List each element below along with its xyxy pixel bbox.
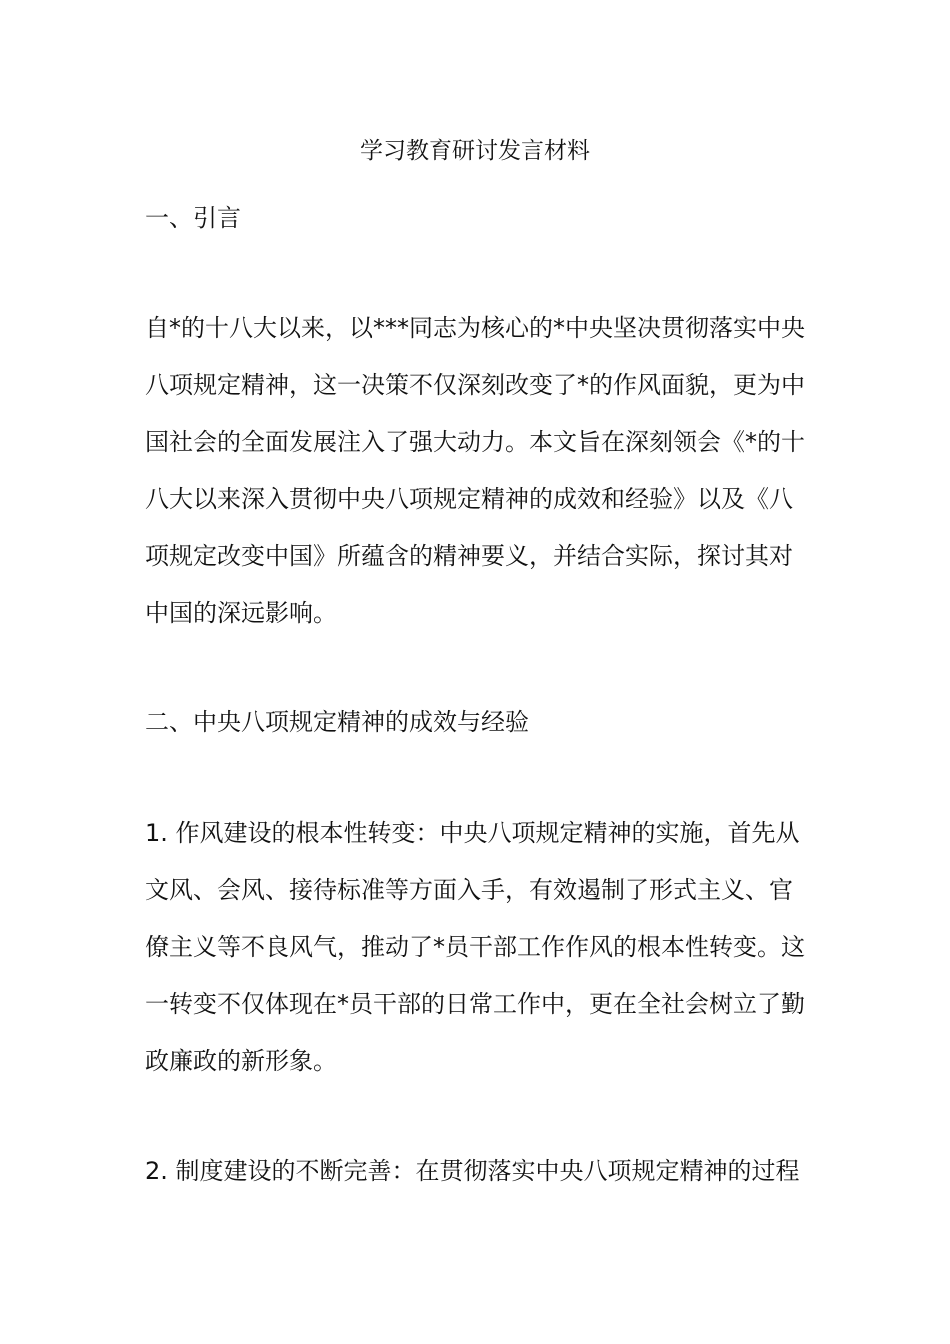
paragraph-line: 2. 制度建设的不断完善：在贯彻落实中央八项规定精神的过程 <box>145 1157 800 1185</box>
paragraph-line: 文风、会风、接待标准等方面入手，有效遏制了形式主义、官 <box>145 876 793 904</box>
paragraph-line: 政廉政的新形象。 <box>145 1047 337 1075</box>
section-heading-achievements: 二、中央八项规定精神的成效与经验 <box>145 708 529 736</box>
item-1-paragraph <box>145 805 805 1090</box>
paragraph-line: 自*的十八大以来，以***同志为核心的*中央坚决贯彻落实中央 <box>145 314 805 342</box>
paragraph-line: 一转变不仅体现在*员干部的日常工作中，更在全社会树立了勤 <box>145 990 805 1018</box>
paragraph-line: 国社会的全面发展注入了强大动力。本文旨在深刻领会《*的十 <box>145 428 805 456</box>
paragraph-line: 八大以来深入贯彻中央八项规定精神的成效和经验》以及《八 <box>145 485 793 513</box>
item-2-paragraph <box>145 1143 805 1200</box>
paragraph-line: 僚主义等不良风气，推动了*员干部工作作风的根本性转变。这 <box>145 933 805 961</box>
paragraph-line: 1. 作风建设的根本性转变：中央八项规定精神的实施，首先从 <box>145 819 800 847</box>
introduction-paragraph <box>145 300 805 642</box>
section-heading-introduction: 一、引言 <box>145 204 241 232</box>
paragraph-line: 八项规定精神，这一决策不仅深刻改变了*的作风面貌，更为中 <box>145 371 805 399</box>
document-title: 学习教育研讨发言材料 <box>360 138 590 164</box>
paragraph-line: 项规定改变中国》所蕴含的精神要义，并结合实际，探讨其对 <box>145 542 793 570</box>
paragraph-line: 中国的深远影响。 <box>145 599 337 627</box>
